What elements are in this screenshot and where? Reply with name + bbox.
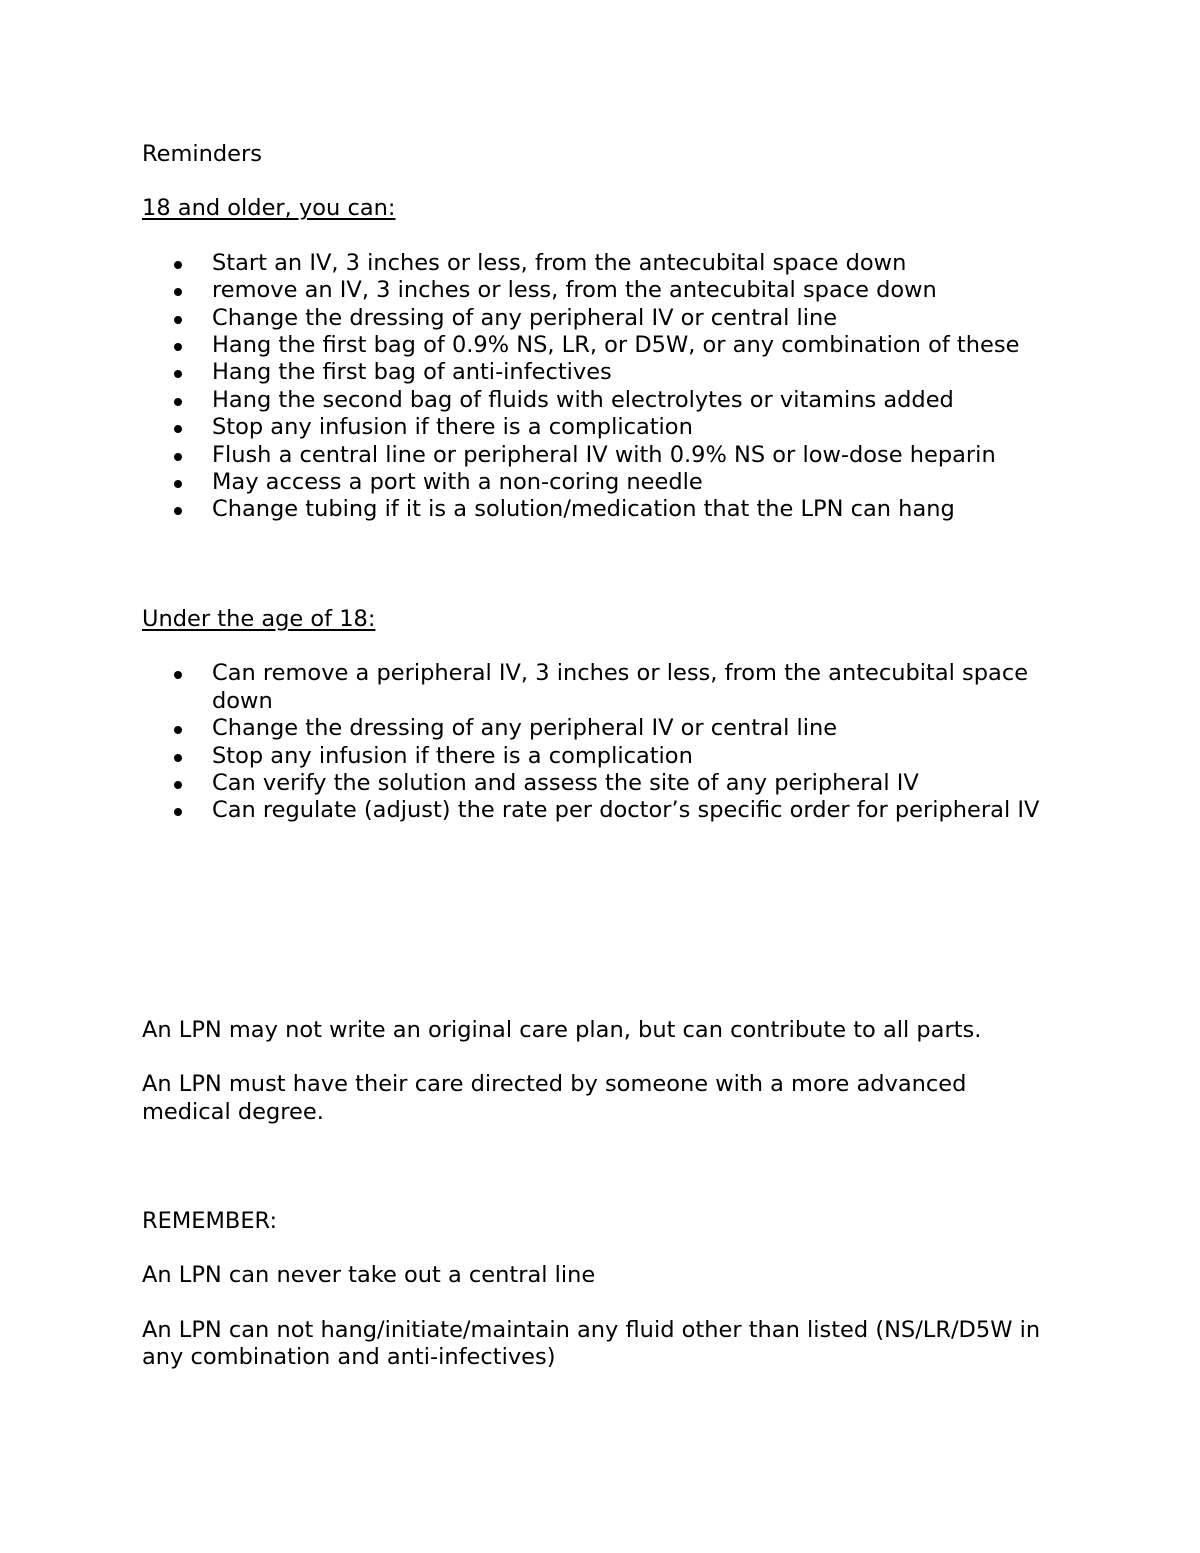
document-title: Reminders [142,141,262,167]
list-item [142,715,1052,742]
list-item-text: Can remove a peripheral IV, 3 inches or less, from the antecubital space down [212,660,1029,714]
list-item [142,250,1072,277]
bullet-icon [174,261,182,269]
bullet-icon [174,398,182,406]
list-item-text: Hang the first bag of 0.9% NS, LR, or D5W, or any combination of these [212,332,1020,359]
list-item [142,277,1072,304]
list-item [142,305,1072,332]
remember-line-fluids: An LPN can not hang/initiate/maintain any fluid other than listed (NS/LR/D5W in any combination and anti-infectives) [142,1316,1041,1371]
list-item-text: Change tubing if it is a solution/medication that the LPN can hang [212,496,955,523]
list-item-text: Flush a central line or peripheral IV with 0.9% NS or low-dose heparin [212,441,996,468]
list-item [142,414,1072,441]
list-item-text: remove an IV, 3 inches or less, from the antecubital space down [212,277,937,304]
list-item [142,770,1052,797]
list-item-text: Can regulate (adjust) the rate per doctor’s specific order for peripheral IV [212,797,1040,824]
list-item-text: Stop any infusion if there is a complication [212,414,693,441]
list-item-text: Stop any infusion if there is a complication [212,742,693,769]
list-item [142,359,1072,386]
list-item-text: Change the dressing of any peripheral IV or central line [212,304,838,331]
bullet-icon [174,370,182,378]
bullet-icon [174,781,182,789]
list-item [142,743,1052,770]
bullet-icon [174,808,182,816]
list-item-text: Hang the first bag of anti-infectives [212,359,612,386]
bullet-icon [174,480,182,488]
remember-heading: REMEMBER: [142,1207,278,1234]
bullet-icon [174,453,182,461]
section-adult-heading: 18 and older, you can: [142,195,396,222]
list-item-text: Start an IV, 3 inches or less, from the antecubital space down [212,249,907,276]
list-item-text: Can verify the solution and assess the site of any peripheral IV [212,769,919,796]
section-minor-heading: Under the age of 18: [142,605,376,632]
document-page [142,141,1072,1372]
bullet-icon [174,726,182,734]
list-item-text: Change the dressing of any peripheral IV or central line [212,715,838,742]
list-item [142,332,1072,359]
bullet-icon [174,288,182,296]
note-care-plan: An LPN may not write an original care plan, but can contribute to all parts. [142,1016,982,1043]
list-item-text: May access a port with a non-coring needle [212,469,703,496]
section-minor-list [142,660,1052,824]
note-care-direction: An LPN must have their care directed by someone with a more advanced medical degree. [142,1071,967,1125]
bullet-icon [174,343,182,351]
remember-line-central: An LPN can never take out a central line [142,1262,596,1289]
list-item [142,660,1052,715]
bullet-icon [174,507,182,515]
list-item-text: Hang the second bag of fluids with electrolytes or vitamins added [212,386,954,413]
list-item [142,797,1052,824]
list-item [142,442,1072,469]
bullet-icon [174,425,182,433]
list-item [142,496,1072,523]
list-item [142,469,1072,496]
bullet-icon [174,754,182,762]
list-item [142,387,1072,414]
bullet-icon [174,316,182,324]
bullet-icon [174,671,182,679]
section-adult-list [142,250,1072,524]
